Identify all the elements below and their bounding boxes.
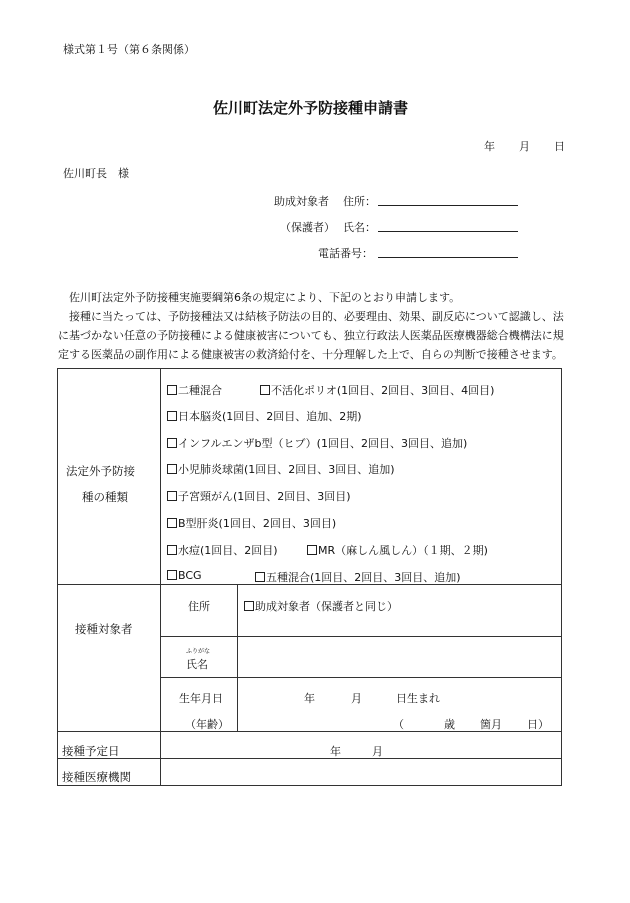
birth-day-suffix: 日生まれ [396,692,440,705]
declaration-line-1: 佐川町法定外予防接種実施要綱第6条の規定により、下記のとおり申請します。 [58,291,461,304]
page-title: 佐川町法定外予防接種申請書 [213,99,409,117]
checkbox-icon[interactable] [307,545,317,555]
age-days: 日） [527,718,549,731]
vaccine-option-dpt[interactable]: 二種混合 [167,382,222,398]
furigana-label: ふりがな [186,648,211,655]
age-open: （ [393,718,404,731]
vaccine-type-label-2: 種の種類 [82,490,128,504]
applicant-address-label: 住所： [343,195,376,208]
declaration-line-2: 接種に当たっては、予防接種法又は結核予防法の目的、必要理由、効果、副反応について認識し、法に基づかない任意の予防接種による健康被害についても、独立行政法人医薬品医療機器総合機構法に規定する医薬品の副作用による健康被害の救済給付を、十分理解した上で、自らの判断で接種させます。 [58,310,564,361]
declaration-text [58,288,568,364]
institution-field[interactable] [170,762,555,782]
birthdate-label: 生年月日 [179,692,223,705]
applicant-address-field[interactable] [378,205,518,206]
vaccine-option-hib[interactable]: インフルエンザb型（ヒブ）(1回目、2回目、3回目、追加) [167,435,467,451]
birth-year: 年 [304,692,315,705]
checkbox-icon[interactable] [167,385,177,395]
checkbox-icon[interactable] [167,438,177,448]
vaccine-option-varicella[interactable]: 水痘(1回目、2回目) [167,542,278,558]
checkbox-icon[interactable] [260,385,270,395]
checkbox-icon[interactable] [167,464,177,474]
applicant-header: 助成対象者 [274,195,329,208]
target-name-label: 氏名 [186,658,208,671]
date-month: 月 [519,140,530,153]
applicant-phone-label: 電話番号： [318,247,373,260]
guardian-label: （保護者） [280,221,335,234]
checkbox-icon[interactable] [167,411,177,421]
scheduled-date-label: 接種予定日 [62,744,120,758]
checkbox-icon[interactable] [167,545,177,555]
target-name-field[interactable] [250,645,555,671]
same-as-applicant-option[interactable]: 助成対象者（保護者と同じ） [244,598,398,614]
age-years: 歳 [444,718,455,731]
target-address-label: 住所 [188,600,210,613]
birth-month: 月 [351,692,362,705]
vaccine-option-japanese-encephalitis[interactable]: 日本脳炎(1回目、2回目、追加、2期) [167,408,362,424]
addressee: 佐川町長 様 [63,167,129,180]
vaccine-option-mr[interactable]: MR（麻しん風しん）（１期、２期) [307,542,488,558]
vaccine-option-pentavalent[interactable]: 五種混合(1回目、2回目、3回目、追加) [255,569,461,585]
checkbox-icon[interactable] [167,518,177,528]
vaccine-option-polio[interactable]: 不活化ポリオ(1回目、2回目、3回目、4回目) [260,382,494,398]
applicant-name-field[interactable] [378,231,518,232]
scheduled-month: 月 [372,745,383,758]
date-day: 日 [554,140,565,153]
date-year: 年 [484,140,495,153]
target-label: 接種対象者 [75,622,133,636]
checkbox-icon[interactable] [167,570,177,580]
applicant-name-label: 氏名： [343,221,376,234]
vaccine-option-pneumococcal[interactable]: 小児肺炎球菌(1回目、2回目、3回目、追加) [167,461,395,477]
age-label: （年齢） [185,718,229,731]
age-months: 箇月 [480,718,502,731]
checkbox-icon[interactable] [255,572,265,582]
vaccine-option-hepatitis-b[interactable]: B型肝炎(1回目、2回目、3回目) [167,515,336,531]
vaccine-type-label-1: 法定外予防接 [66,464,135,478]
scheduled-year: 年 [330,745,341,758]
applicant-phone-field[interactable] [378,257,518,258]
checkbox-icon[interactable] [167,491,177,501]
form-number: 様式第１号（第６条関係） [63,43,195,56]
vaccine-option-bcg[interactable]: BCG [167,569,202,582]
checkbox-icon[interactable] [244,601,254,611]
vaccine-option-hpv[interactable]: 子宮頸がん(1回目、2回目、3回目) [167,488,351,504]
institution-label: 接種医療機関 [62,770,131,784]
